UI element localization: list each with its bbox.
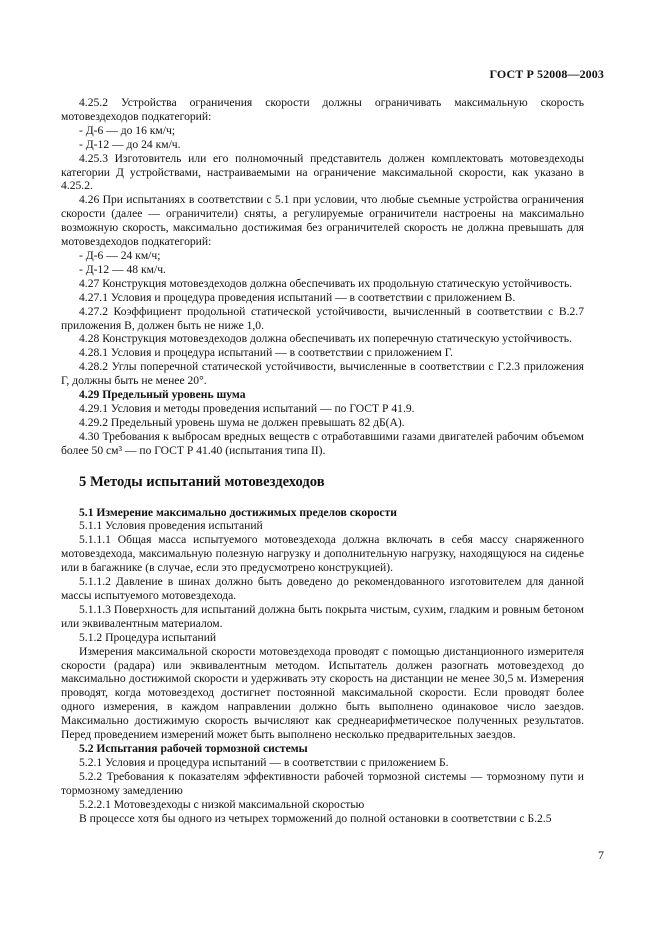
paragraph: Измерения максимальной скорости мотовездехода проводят с помощью дистанционного измерителя скорости (радара) или эквивалентным методом. Испытатель должен разогнать мотовездеход до максимально достижимой скорости и удерживать эту скорость на дистанции не менее 30,5 м. Измерения проводят, когда мотовездеход достигнет постоянной максимальной скорости. Если проводят более одного измерения, в каждом направлении должно быть выполнено одинаковое число заездов. Максимально достижимую скорость вычисляют как среднеарифметическое полученных результатов. Перед проведением измерений может быть выполнено несколько предварительных заездов. bbox=[61, 644, 584, 742]
subsection-heading: 4.29 Предельный уровень шума bbox=[79, 388, 246, 402]
paragraph: 4.25.2 Устройства ограничения скорости должны ограничивать максимальную скорость мотовездеходов подкатегорий: bbox=[61, 96, 584, 123]
subsection-heading: 5.1 Измерение максимально достижимых пределов скорости bbox=[79, 505, 397, 519]
page-number: 7 bbox=[598, 848, 604, 862]
paragraph: 5.1.1.1 Общая масса испытуемого мотовездехода должна включать в себя массу снаряженного мотовездехода, максимальную полезную нагрузку и дополнительную нагрузку, находящуюся на сиденье или в багажнике (в случае, если это предусмотрено конструкцией). bbox=[61, 533, 584, 575]
paragraph: 5.2.1 Условия и процедура испытаний — в соответствии с приложением Б. bbox=[79, 755, 449, 769]
paragraph: 4.28.2 Углы поперечной статической устойчивости, вычисленные в соответствии с Г.2.3 приложения Г, должны быть не менее 20°. bbox=[61, 360, 584, 388]
paragraph: 4.27.2 Коэффициент продольной статической устойчивости, вычисленный в соответствии с В.2.7 приложения В, должен быть не ниже 1,0. bbox=[61, 304, 584, 332]
paragraph: 4.29.1 Условия и методы проведения испытаний — по ГОСТ Р 41.9. bbox=[79, 401, 415, 415]
paragraph: 4.27.1 Условия и процедура проведения испытаний — в соответствии с приложением В. bbox=[79, 290, 516, 304]
document-header: ГОСТ Р 52008—2003 bbox=[489, 67, 604, 81]
paragraph: 4.29.2 Предельный уровень шума не должен превышать 82 дБ(A). bbox=[79, 415, 405, 429]
paragraph: В процессе хотя бы одного из четырех торможений до полной остановки в соответствии с Б.2.5 bbox=[79, 811, 552, 825]
document-body bbox=[61, 96, 584, 825]
paragraph: 5.1.1 Условия проведения испытаний bbox=[79, 519, 263, 533]
paragraph: 5.1.1.2 Давление в шинах должно быть доведено до рекомендованного изготовителем для данной массы испытуемого мотовездехода. bbox=[61, 575, 584, 602]
paragraph: 4.28 Конструкция мотовездеходов должна обеспечивать их поперечную статическую устойчивость. bbox=[79, 332, 572, 346]
paragraph: 4.30 Требования к выбросам вредных веществ с отработавшими газами двигателей рабочим объемом более 50 см³ — по ГОСТ Р 41.40 (испытания типа II). bbox=[61, 429, 584, 457]
subsection-heading: 5.2 Испытания рабочей тормозной системы bbox=[79, 741, 308, 755]
paragraph: 5.2.2.1 Мотовездеходы с низкой максимальной скоростью bbox=[79, 797, 365, 811]
paragraph: 5.1.1.3 Поверхность для испытаний должна быть покрыта чистым, сухим, гладким и ровным бетоном или эквивалентным материалом. bbox=[61, 602, 584, 630]
list-item: - Д-12 — 48 км/ч. bbox=[79, 262, 166, 276]
section-heading: 5 Методы испытаний мотовездеходов bbox=[79, 473, 325, 490]
list-item: - Д-6 — 24 км/ч; bbox=[79, 248, 161, 262]
paragraph: 4.25.3 Изготовитель или его полномочный представитель должен комплектовать мотовездеходы категории Д устройствами, настраиваемыми на ограничение максимальной скорости, как указано в 4.25.2. bbox=[61, 151, 584, 193]
paragraph: 5.2.2 Требования к показателям эффективности рабочей тормозной системы — тормозному пути и тормозному замедлению bbox=[61, 769, 584, 797]
paragraph: 4.28.1 Условия и процедура испытаний — в соответствии с приложением Г. bbox=[79, 346, 454, 360]
paragraph: 4.27 Конструкция мотовездеходов должна обеспечивать их продольную статическую устойчивость. bbox=[79, 276, 573, 290]
paragraph: 5.1.2 Процедура испытаний bbox=[79, 630, 217, 644]
paragraph: 4.26 При испытаниях в соответствии с 5.1 при условии, что любые съемные устройства ограничения скорости (далее — ограничители) сняты, а регулируемые ограничители настроены на максимально возможную скорость, максимально достижимая без ограничителей скорость не должна превышать для мотовездеходов подкатегорий: bbox=[61, 193, 584, 249]
list-item: - Д-6 — до 16 км/ч; bbox=[79, 123, 176, 137]
list-item: - Д-12 — до 24 км/ч. bbox=[79, 137, 181, 151]
